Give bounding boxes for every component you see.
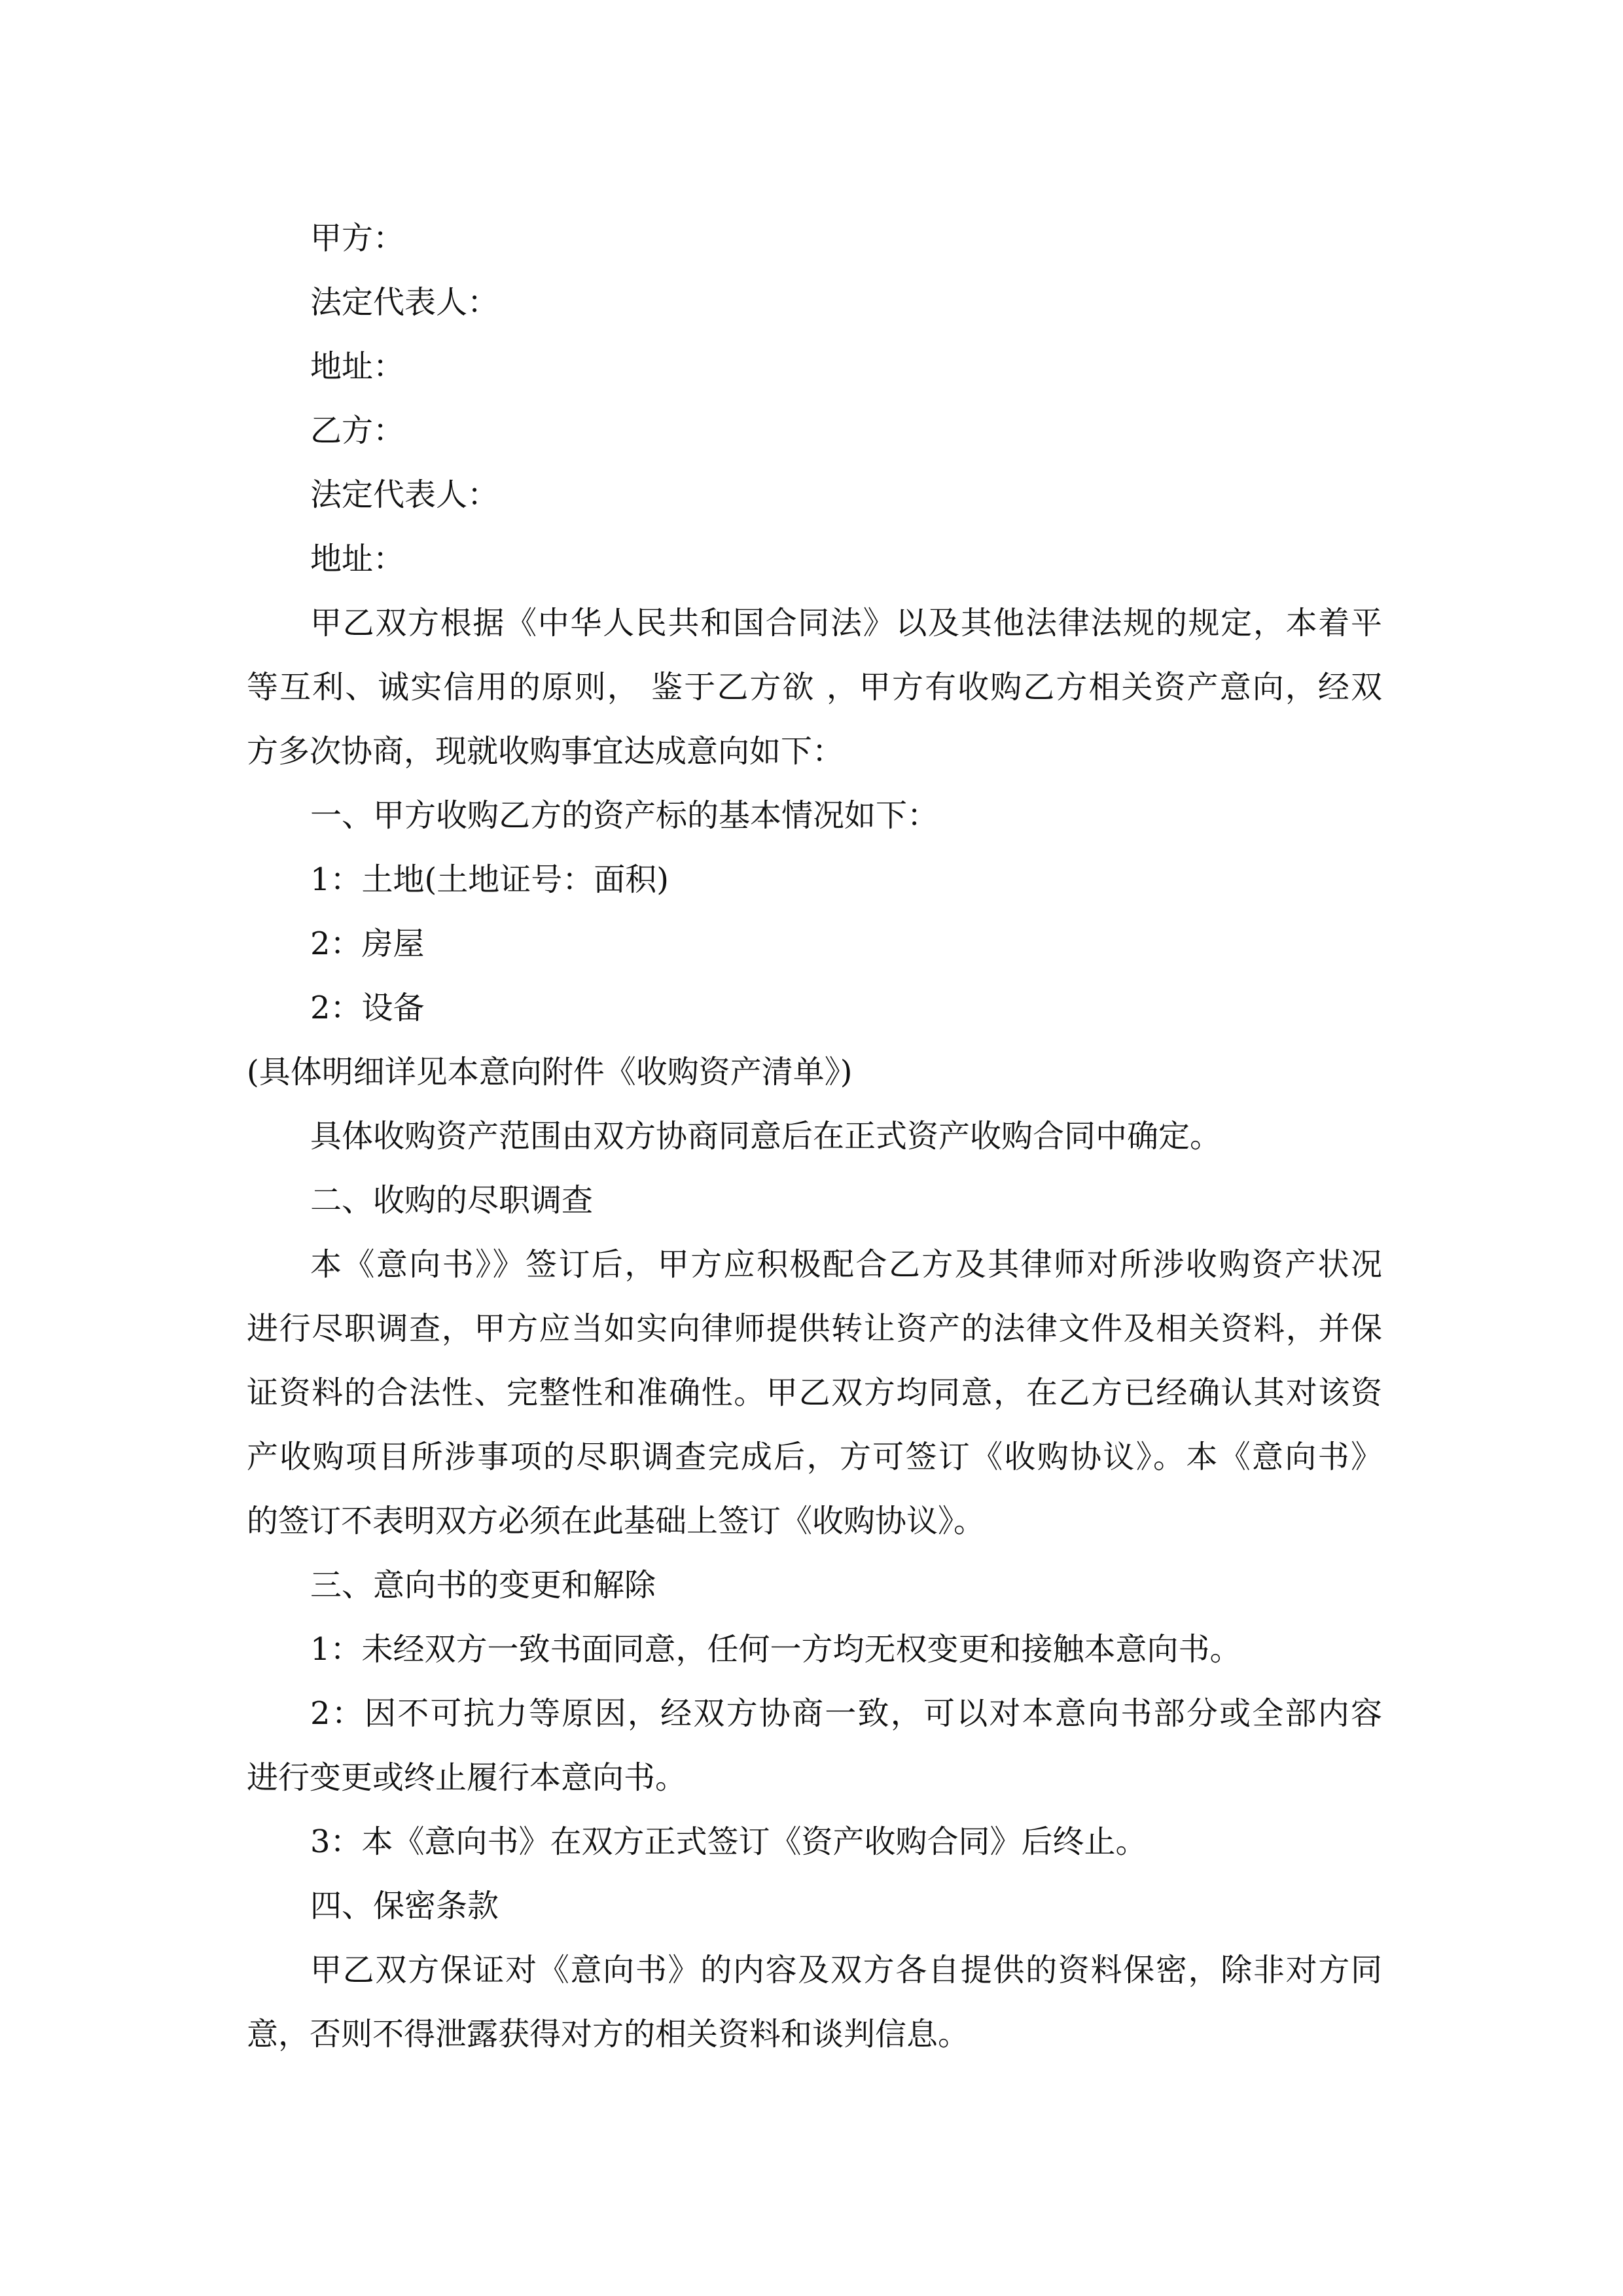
preamble-line: 方多次协商，现就收购事宜达成意向如下：	[247, 733, 844, 770]
clause-item: 2：因不可抗力等原因，经双方协商一致，可以对本意向书部分或全部内容	[310, 1695, 1382, 1732]
clause-item: 3：本《意向书》在双方正式签订《资产收购合同》后终止。	[310, 1823, 1147, 1860]
body-paragraph-line: 证资料的合法性、完整性和准确性。甲乙双方均同意，在乙方已经确认其对该资	[247, 1374, 1382, 1411]
section-heading: 一、甲方收购乙方的资产标的基本情况如下：	[310, 797, 939, 834]
section-heading: 四、保密条款	[310, 1888, 499, 1924]
asset-item: 2：设备	[310, 990, 425, 1026]
party-b-address-label: 地址：	[310, 541, 405, 577]
section-heading: 二、收购的尽职调查	[310, 1182, 594, 1219]
body-paragraph-line: 具体收购资产范围由双方协商同意后在正式资产收购合同中确定。	[310, 1118, 1222, 1155]
asset-item: 1：土地(土地证号：面积)	[310, 861, 669, 898]
preamble-line: 等互利、诚实信用的原则， 鉴于乙方欲 ，甲方有收购乙方相关资产意向，经双	[247, 669, 1382, 706]
party-b-label: 乙方：	[310, 412, 405, 449]
asset-note: (具体明细详见本意向附件《收购资产清单》)	[247, 1054, 853, 1090]
document-body	[247, 206, 1382, 2066]
section-heading: 三、意向书的变更和解除	[310, 1567, 656, 1604]
party-a-label: 甲方：	[310, 220, 405, 257]
clause-item: 1：未经双方一致书面同意，任何一方均无权变更和接触本意向书。	[310, 1631, 1241, 1668]
clause-item-continuation: 进行变更或终止履行本意向书。	[247, 1759, 687, 1796]
asset-item: 2：房屋	[310, 925, 425, 962]
body-paragraph-line: 意，否则不得泄露获得对方的相关资料和谈判信息。	[247, 2016, 970, 2053]
party-a-address-label: 地址：	[310, 348, 405, 385]
preamble-line: 甲乙双方根据《中华人民共和国合同法》以及其他法律法规的规定，本着平	[310, 605, 1382, 641]
body-paragraph-line: 产收购项目所涉事项的尽职调查完成后，方可签订《收购协议》。本《意向书》	[247, 1439, 1382, 1475]
body-paragraph-line: 本《意向书》》签订后，甲方应积极配合乙方及其律师对所涉收购资产状况	[310, 1246, 1382, 1283]
party-b-legal-rep-label: 法定代表人：	[310, 476, 499, 513]
body-paragraph-line: 甲乙双方保证对《意向书》的内容及双方各自提供的资料保密，除非对方同	[310, 1952, 1382, 1988]
body-paragraph-line: 的签订不表明双方必须在此基础上签订《收购协议》。	[247, 1503, 986, 1539]
body-paragraph-line: 进行尽职调查，甲方应当如实向律师提供转让资产的法律文件及相关资料，并保	[247, 1310, 1382, 1347]
party-a-legal-rep-label: 法定代表人：	[310, 284, 499, 321]
